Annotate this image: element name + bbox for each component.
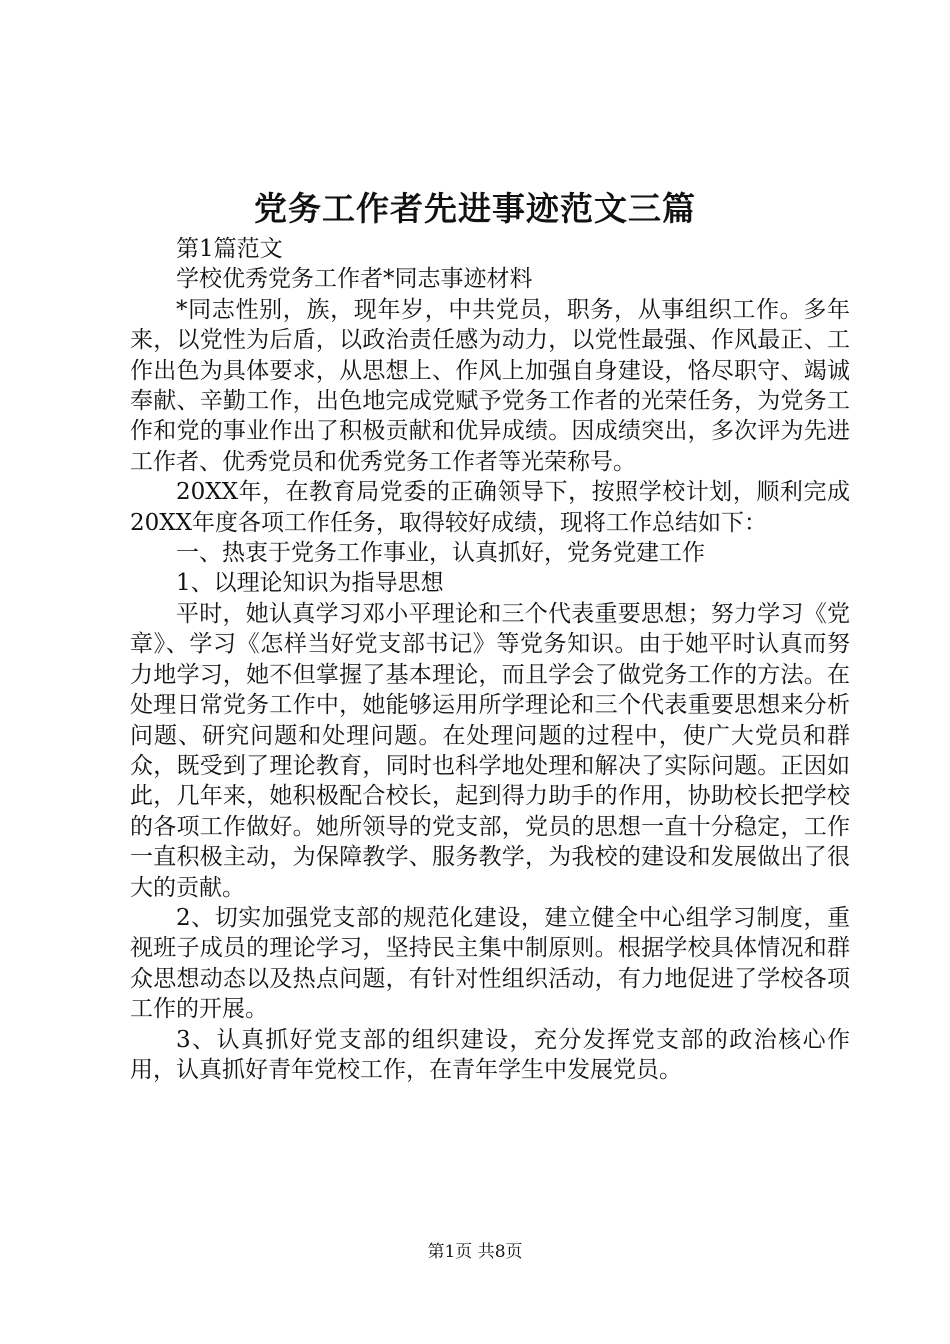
- document-title: 党务工作者先进事迹范文三篇: [254, 189, 696, 228]
- paragraph-heading-one: 一、热衷于党务工作事业，认真抓好，党务党建工作: [176, 540, 705, 567]
- paragraph-section-heading: 第1篇范文: [176, 236, 283, 262]
- paragraph-item-three: 3、认真抓好党支部的组织建设，充分发挥党支部的政治核心作用，认真抓好青年党校工作，在青年学生中发展党员。: [130, 1026, 850, 1083]
- paragraph-intro: *同志性别，族，现年岁，中共党员，职务，从事组织工作。多年来，以党性为后盾，以政治责任感为动力，以党性最强、作风最正、工作出色为具体要求，从思想上、作风上加强自身建设，恪尽职守、竭诚奉献、辛勤工作，出色地完成党赋予党务工作者的光荣任务，为党务工作和党的事业作出了积极贡献和优异成绩。因成绩突出，多次评为先进工作者、优秀党员和优秀党务工作者等光荣称号。: [130, 296, 850, 475]
- paragraph-item-two: 2、切实加强党支部的规范化建设，建立健全中心组学习制度，重视班子成员的理论学习，坚持民主集中制原则。根据学校具体情况和群众思想动态以及热点问题，有针对性组织活动，有力地促进了学校各项工作的开展。: [130, 904, 850, 1023]
- paragraph-summary-lead: 20XX年，在教育局党委的正确领导下，按照学校计划，顺利完成20XX年度各项工作任务，取得较好成绩，现将工作总结如下：: [130, 479, 850, 536]
- paragraph-item-one-heading: 1、以理论知识为指导思想: [176, 570, 444, 597]
- paragraph-item-one-body: 平时，她认真学习邓小平理论和三个代表重要思想；努力学习《党章》、学习《怎样当好党支部书记》等党务知识。由于她平时认真而努力地学习，她不但掌握了基本理论，而且学会了做党务工作的方法。在处理日常党务工作中，她能够运用所学理论和三个代表重要思想来分析问题、研究问题和处理问题。在处理问题的过程中，使广大党员和群众，既受到了理论教育，同时也科学地处理和解决了实际问题。正因如此，几年来，她积极配合校长，起到得力助手的作用，协助校长把学校的各项工作做好。她所领导的党支部，党员的思想一直十分稳定，工作一直积极主动，为保障教学、服务教学，为我校的建设和发展做出了很大的贡献。: [130, 600, 850, 901]
- page-footer: 第1页 共8页: [427, 1242, 523, 1262]
- paragraph-subtitle: 学校优秀党务工作者*同志事迹材料: [176, 266, 533, 293]
- document-body: [130, 234, 850, 1085]
